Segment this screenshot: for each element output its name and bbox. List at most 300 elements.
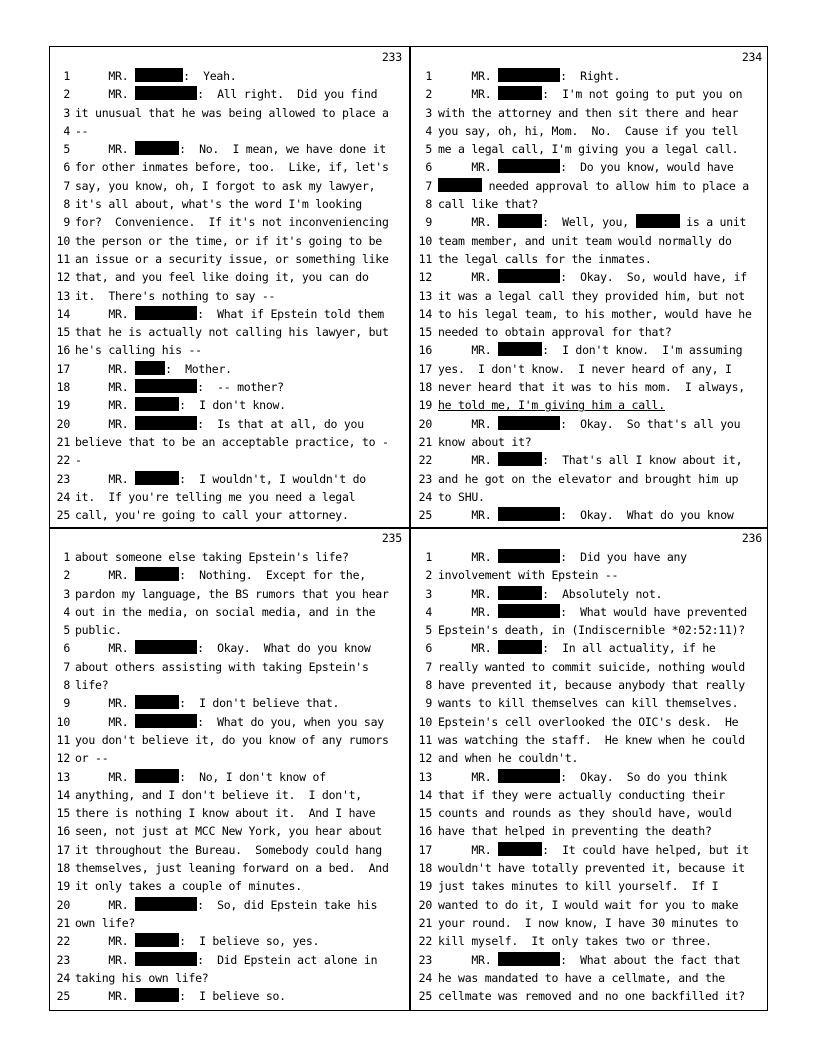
line-number: 20 [56,416,70,431]
line-text [438,841,766,859]
text-segment: there is nothing I know about it. And I have [75,806,376,821]
text-segment: MR. [75,142,136,157]
line-text [75,768,406,786]
line-number: 12 [56,751,70,766]
line-text [438,749,766,767]
text-segment: MR. [438,508,499,523]
line-text [438,566,766,584]
text-segment: pardon my language, the BS rumors that you hear [75,586,389,601]
line-number: 24 [56,970,70,985]
line-text [438,658,766,676]
line-number: 21 [56,434,70,449]
transcript-line [410,67,768,85]
line-text [438,896,766,914]
text-segment: : I don't know. I'm assuming [542,343,743,358]
transcript-line [410,396,768,414]
line-number: 25 [56,989,70,1004]
page-lines [410,67,768,524]
text-segment: about someone else taking Epstein's life? [75,550,349,564]
text-segment: MR. [75,361,136,376]
redaction-block [135,306,197,320]
transcript-line [50,158,408,176]
redaction-block [135,769,179,783]
line-number: 23 [418,952,432,967]
transcript-line [50,195,408,213]
text-segment: MR. [438,160,499,175]
line-text [75,287,406,305]
line-text [438,360,766,378]
transcript-line [410,177,768,195]
line-number: 2 [63,87,70,102]
redaction-block [498,769,560,783]
transcript-line [50,396,408,414]
transcript-line [50,639,408,657]
line-number: 16 [56,824,70,839]
line-text [75,140,406,158]
line-text [438,122,766,140]
line-number: 9 [425,696,432,711]
transcript-line [50,951,408,969]
transcript-line [410,566,768,584]
line-text [438,232,766,250]
redaction-block [498,452,542,466]
line-text [438,470,766,488]
redaction-block [135,567,179,581]
transcript-line [410,451,768,469]
transcript-line [50,232,408,250]
line-text [75,658,406,676]
transcript-line [50,305,408,323]
text-segment: : What would have prevented [560,604,747,619]
redaction-block [498,586,542,600]
transcript-page-3 [50,528,408,1006]
redaction-block [498,342,542,356]
line-number: 7 [425,659,432,674]
line-text [438,987,766,1005]
text-segment: MR. [438,641,499,656]
text-segment: me a legal call, I'm giving you a legal call. [438,142,739,157]
line-text [438,287,766,305]
line-text [438,195,766,213]
line-number: 12 [418,751,432,766]
text-segment: and he got on the elevator and brought him up [438,471,739,486]
line-number: 15 [56,325,70,340]
line-number: 6 [63,160,70,175]
transcript-line [410,213,768,231]
redaction-block [135,988,179,1002]
transcript-line [410,378,768,396]
line-text [75,250,406,268]
text-segment: your round. I now know, I have 30 minutes to [438,915,739,930]
text-segment: MR. [438,550,499,564]
redaction-block [498,159,560,173]
line-text [438,859,766,877]
line-text [438,713,766,731]
text-segment: MR. [438,586,499,601]
transcript-line [50,603,408,621]
text-segment: he told me, I'm giving him a call. [438,398,665,413]
text-segment: MR. [438,842,499,857]
text-segment: anything, and I don't believe it. I don't, [75,787,362,802]
line-number: 24 [418,970,432,985]
transcript-line [50,122,408,140]
line-number: 20 [418,897,432,912]
transcript-line [50,287,408,305]
text-segment: involvement with Epstein -- [438,568,619,583]
redaction-block [498,507,560,521]
text-segment: MR. [75,306,136,321]
line-number: 17 [418,842,432,857]
line-text [75,841,406,859]
line-text [438,951,766,969]
text-segment: needed approval to allow him to place a [482,178,749,193]
transcript-line [50,85,408,103]
line-number: 15 [418,325,432,340]
line-number: 18 [56,861,70,876]
line-number: 14 [56,787,70,802]
transcript-line [50,822,408,840]
line-number: 3 [63,105,70,120]
redaction-block [135,933,179,947]
line-text [438,548,766,566]
line-number: 13 [418,769,432,784]
line-number: 19 [56,398,70,413]
line-number: 6 [63,641,70,656]
transcript-line [50,415,408,433]
redaction-block [135,640,197,654]
transcript-line [50,713,408,731]
line-text [438,731,766,749]
line-number: 25 [56,508,70,523]
line-number: 2 [425,87,432,102]
transcript-line [50,896,408,914]
line-text [75,749,406,767]
line-number: 19 [418,398,432,413]
line-number: 20 [418,416,432,431]
text-segment: : Okay. So do you think [560,769,727,784]
text-segment: wanted to do it, I would wait for you to make [438,897,739,912]
text-segment: MR. [438,952,499,967]
transcript-line [50,67,408,85]
text-segment: you don't believe it, do you know of any rumors [75,732,389,747]
line-number: 2 [63,568,70,583]
line-number: 17 [56,842,70,857]
text-segment: an issue or a security issue, or something like [75,251,389,266]
text-segment: : In all actuality, if he [542,641,716,656]
line-text [75,85,406,103]
text-segment: MR. [438,69,499,83]
transcript-line [410,585,768,603]
line-number: 11 [56,732,70,747]
line-text [438,603,766,621]
page-number: 234 [741,50,762,64]
line-number: 2 [425,568,432,583]
text-segment: : I believe so, yes. [179,934,320,949]
line-text [438,676,766,694]
line-number: 1 [63,550,70,564]
transcript-line [410,658,768,676]
redaction-block [135,86,197,100]
line-number: 3 [63,586,70,601]
text-segment: : Yeah. [183,69,237,83]
text-segment: wouldn't have totally prevented it, because it [438,861,745,876]
text-segment: the person or the time, or if it's going to be [75,233,382,248]
text-segment: it was a legal call they provided him, but not [438,288,745,303]
line-text [75,232,406,250]
transcript-line [410,932,768,950]
line-text [438,585,766,603]
transcript-page-4 [410,528,768,1006]
line-number: 3 [425,586,432,601]
line-number: 14 [56,306,70,321]
line-number: 23 [56,952,70,967]
line-number: 25 [418,508,432,523]
line-text [75,323,406,341]
text-segment: for? Convenience. If it's not inconveniencing [75,215,389,230]
text-segment: : Okay. So, would have, if [560,270,747,285]
line-text [75,415,406,433]
text-segment: themselves, just leaning forward on a bed. And [75,861,389,876]
line-number: 25 [418,989,432,1004]
redaction-block [135,397,179,411]
transcript-line [410,841,768,859]
line-text [438,433,766,451]
transcript-line [410,470,768,488]
text-segment: the legal calls for the inmates. [438,251,652,266]
line-number: 13 [56,288,70,303]
line-text [75,932,406,950]
line-text [75,396,406,414]
transcript-line [50,506,408,524]
text-segment: counts and rounds as they should have, would [438,806,732,821]
line-number: 9 [425,215,432,230]
redaction-block [135,952,197,966]
line-number: 18 [418,380,432,395]
transcript-line [410,415,768,433]
text-segment: call, you're going to call your attorney. [75,508,349,523]
line-text [75,566,406,584]
text-segment: it. There's nothing to say -- [75,288,276,303]
text-segment: it unusual that he was being allowed to place a [75,105,389,120]
line-text [75,470,406,488]
transcript-line [410,140,768,158]
text-segment: for other inmates before, too. Like, if, let's [75,160,389,175]
text-segment: seen, not just at MCC New York, you hear about [75,824,382,839]
line-number: 16 [418,343,432,358]
transcript-line [50,548,408,566]
text-segment: MR. [438,604,499,619]
line-number: 8 [63,678,70,693]
redaction-block [135,714,197,728]
text-segment: MR. [75,897,136,912]
line-text [75,731,406,749]
line-text [75,786,406,804]
line-number: 4 [425,604,432,619]
redaction-block [498,68,560,82]
line-text [75,104,406,122]
transcript-line [50,488,408,506]
line-text [75,67,406,85]
line-number: 5 [425,623,432,638]
line-number: 3 [425,105,432,120]
line-text [438,969,766,987]
transcript-line [50,694,408,712]
text-segment: taking his own life? [75,970,209,985]
text-segment: he was mandated to have a cellmate, and the [438,970,725,985]
transcript-line [410,548,768,566]
line-text [75,896,406,914]
text-segment: : I don't believe that. [179,696,340,711]
text-segment: MR. [75,696,136,711]
line-number: 13 [56,769,70,784]
redaction-block [135,416,197,430]
line-text [75,914,406,932]
line-text [75,177,406,195]
line-text [438,177,766,195]
page-lines [410,548,768,1005]
transcript-line [50,341,408,359]
line-text [75,213,406,231]
line-number: 24 [56,489,70,504]
line-number: 7 [425,178,432,193]
text-segment: MR. [438,215,499,230]
redaction-block [135,361,165,375]
transcript-line [410,433,768,451]
line-text [438,104,766,122]
text-segment: : Well, you, [542,215,636,230]
line-number: 13 [418,288,432,303]
transcript-line [410,822,768,840]
text-segment: : That's all I know about it, [542,453,743,468]
transcript-line [410,621,768,639]
text-segment: have that helped in preventing the death? [438,824,712,839]
line-number: 11 [56,251,70,266]
transcript-line [50,268,408,286]
text-segment: MR. [438,87,499,102]
transcript-line [410,195,768,213]
transcript-line [410,877,768,895]
line-number: 4 [63,123,70,138]
text-segment: you say, oh, hi, Mom. No. Cause if you tell [438,123,739,138]
text-segment: : Do you know, would have [560,160,734,175]
line-number: 19 [418,879,432,894]
line-number: 8 [425,678,432,693]
redaction-block [498,640,542,654]
transcript-line [50,585,408,603]
line-number: 10 [418,714,432,729]
transcript-page-1 [50,47,408,525]
transcript-line [50,731,408,749]
line-number: 5 [63,142,70,157]
text-segment: believe that to be an acceptable practice, to - [75,434,389,449]
transcript-line [410,804,768,822]
transcript-line [410,786,768,804]
transcript-line [410,488,768,506]
line-text [75,158,406,176]
transcript-line [410,360,768,378]
redaction-block [135,471,179,485]
line-text [438,158,766,176]
transcript-line [50,877,408,895]
transcript-line [50,451,408,469]
line-number: 23 [418,471,432,486]
transcript-line [410,676,768,694]
line-text [75,122,406,140]
transcript-line [50,323,408,341]
transcript-line [410,731,768,749]
line-text [438,415,766,433]
line-number: 14 [418,306,432,321]
text-segment: : -- mother? [197,380,284,395]
line-text [75,378,406,396]
line-number: 20 [56,897,70,912]
text-segment: : What about the fact that [560,952,741,967]
transcript-line [50,213,408,231]
text-segment: : I don't know. [179,398,286,413]
text-segment: life? [75,678,109,693]
text-segment: : So, did Epstein take his [197,897,378,912]
line-number: 18 [418,861,432,876]
text-segment: MR. [75,714,136,729]
line-number: 10 [56,714,70,729]
transcript-line [50,804,408,822]
line-text [438,621,766,639]
redaction-block [438,178,482,192]
line-number: 9 [63,215,70,230]
line-number: 4 [63,604,70,619]
transcript-line [50,621,408,639]
transcript-line [410,639,768,657]
line-text [75,676,406,694]
text-segment: just takes minutes to kill yourself. If I [438,879,719,894]
line-text [75,859,406,877]
text-segment: : I believe so. [179,989,286,1004]
line-text [438,932,766,950]
line-text [75,822,406,840]
text-segment: MR. [75,989,136,1004]
text-segment: : I'm not going to put you on [542,87,743,102]
line-number: 12 [56,270,70,285]
redaction-block [498,269,560,283]
line-text [75,694,406,712]
line-text [75,488,406,506]
line-text [438,639,766,657]
transcript-line [50,433,408,451]
text-segment: MR. [75,641,136,656]
transcript-line [410,158,768,176]
transcript-line [410,713,768,731]
transcript-line [410,287,768,305]
text-segment: to SHU. [438,489,485,504]
line-number: 19 [56,879,70,894]
line-text [75,433,406,451]
line-text [438,694,766,712]
text-segment: : Okay. So that's all you [560,416,741,431]
transcript-line [410,268,768,286]
transcript-line [50,177,408,195]
line-text [75,639,406,657]
transcript-line [50,676,408,694]
line-text [75,877,406,895]
transcript-line [50,932,408,950]
text-segment: about others assisting with taking Epstein's [75,659,369,674]
line-number: 1 [425,69,432,83]
line-number: 1 [425,550,432,564]
transcript-line [50,566,408,584]
redaction-block [135,695,179,709]
line-number: 7 [63,178,70,193]
line-text [438,341,766,359]
